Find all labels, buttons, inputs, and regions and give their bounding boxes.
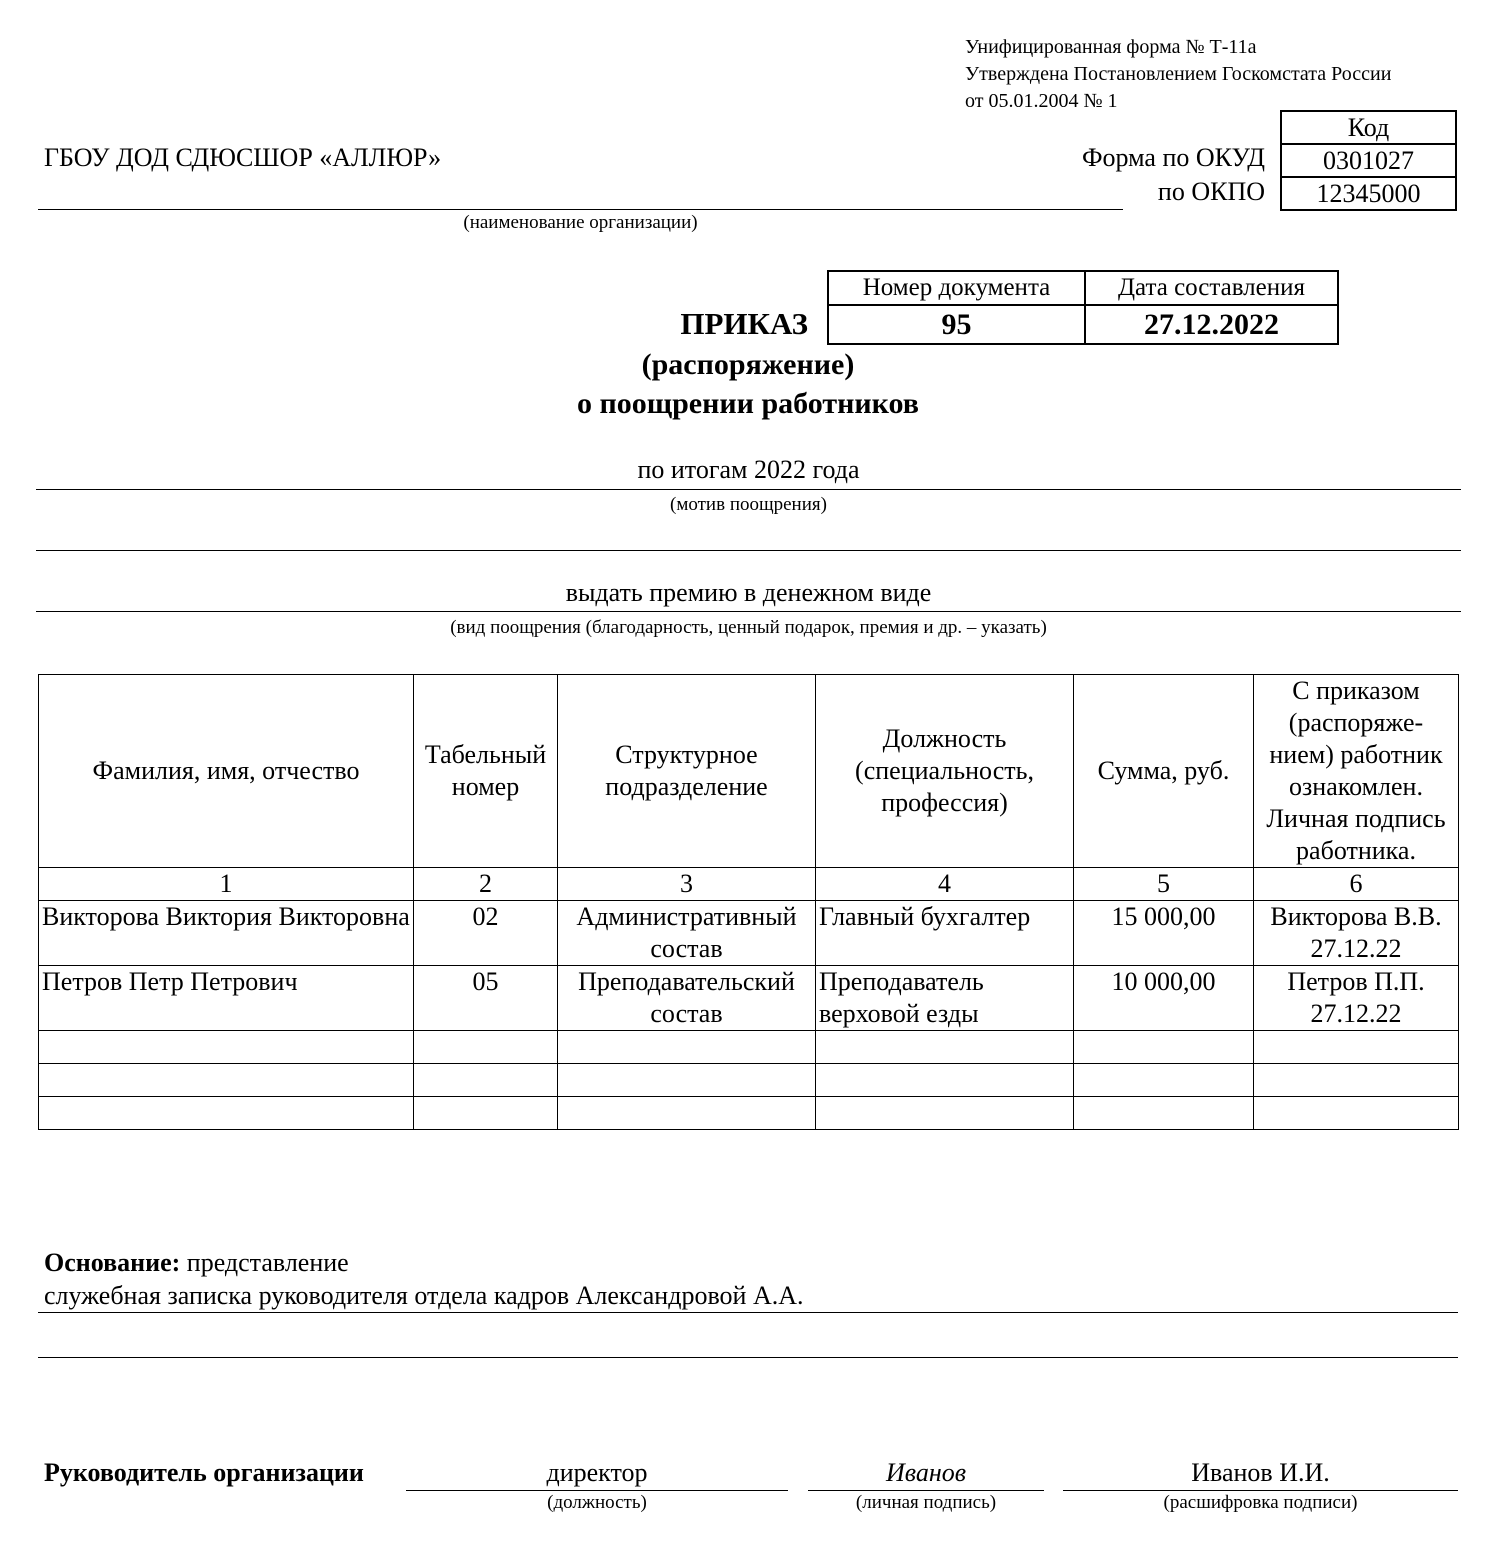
table-row-empty: [39, 1064, 1459, 1097]
motive-underline-2: [36, 550, 1461, 551]
cell-department: Преподавательский состав: [558, 966, 816, 1031]
okud-label: Форма по ОКУД: [1082, 143, 1265, 172]
column-number: 6: [1254, 868, 1459, 901]
document-number-box: [827, 270, 1339, 345]
signature-position-caption: (должность): [547, 1492, 647, 1513]
header-sum: Сумма, руб.: [1074, 675, 1254, 868]
column-number: 4: [816, 868, 1074, 901]
form-header-line2: Утверждена Постановлением Госкомстата России: [965, 63, 1392, 85]
header-tab-number: Табельный номер: [414, 675, 558, 868]
basis-line1: представление: [186, 1248, 349, 1277]
cell-signature-date: 27.12.22: [1310, 999, 1402, 1028]
document-subtitle-2: о поощрении работников: [576, 387, 919, 420]
column-number: 2: [414, 868, 558, 901]
motive-underline: [36, 489, 1461, 490]
okpo-label: по ОКПО: [1157, 177, 1265, 206]
column-number: 3: [558, 868, 816, 901]
signature-sign-caption: (личная подпись): [855, 1492, 997, 1513]
form-header-line1: Унифицированная форма № Т-11а: [965, 36, 1257, 58]
cell-signature-date: 27.12.22: [1310, 934, 1402, 963]
table-row: [39, 901, 1459, 966]
cell-position: Главный бухгалтер: [816, 901, 1074, 966]
basis-line2: служебная записка руководителя отдела кадров Александровой А.А.: [44, 1281, 804, 1310]
cell-signature-name: Викторова В.В.: [1270, 902, 1442, 931]
basis-underline-2: [38, 1357, 1458, 1358]
form-header: [965, 34, 1391, 115]
document-date: 27.12.2022: [1085, 305, 1338, 344]
reward-value: выдать премию в денежном виде: [565, 578, 932, 607]
document-number-label: Номер документа: [828, 271, 1085, 305]
cell-department: Административный состав: [558, 901, 816, 966]
basis-label: Основание:: [44, 1248, 181, 1277]
employees-table: [38, 674, 1459, 1130]
header-signature: С приказом (распоряже-нием) работник ознакомлен. Личная подпись работника.: [1254, 675, 1459, 868]
reward-caption: (вид поощрения (благодарность, ценный подарок, премия и др. – указать): [450, 617, 1047, 638]
document-number: 95: [828, 305, 1085, 344]
cell-sum: 10 000,00: [1074, 966, 1254, 1031]
signature-sign: Иванов: [885, 1458, 967, 1487]
table-numbers-row: [39, 868, 1459, 901]
table-row-empty: [39, 1097, 1459, 1130]
code-box: [1280, 110, 1457, 211]
document-title: ПРИКАЗ: [680, 306, 808, 341]
header-fio: Фамилия, имя, отчество: [39, 675, 414, 868]
document-subtitle-1: (распоряжение): [641, 348, 855, 381]
signature-sign-underline: [808, 1490, 1044, 1491]
cell-tab-number: 02: [414, 901, 558, 966]
okpo-value: 12345000: [1281, 177, 1456, 210]
signature-position-underline: [406, 1490, 788, 1491]
column-number: 5: [1074, 868, 1254, 901]
cell-signature-name: Петров П.П.: [1287, 967, 1425, 996]
signature-position: директор: [546, 1458, 648, 1487]
column-number: 1: [39, 868, 414, 901]
organization-underline: [38, 209, 1123, 210]
motive-value: по итогам 2022 года: [637, 455, 860, 484]
okud-value: 0301027: [1281, 144, 1456, 177]
motive-caption: (мотив поощрения): [670, 494, 827, 515]
cell-position: Преподаватель верховой езды: [816, 966, 1074, 1031]
cell-tab-number: 05: [414, 966, 558, 1031]
basis-underline: [38, 1312, 1458, 1313]
table-header-row: [39, 675, 1459, 868]
signature-label: Руководитель организации: [44, 1458, 364, 1487]
table-row: [39, 966, 1459, 1031]
cell-signature: [1254, 966, 1459, 1031]
code-label: Код: [1281, 111, 1456, 144]
reward-underline: [36, 611, 1461, 612]
basis-block: [44, 1248, 349, 1278]
cell-sum: 15 000,00: [1074, 901, 1254, 966]
signature-decode-caption: (расшифровка подписи): [1163, 1492, 1358, 1513]
cell-signature: [1254, 901, 1459, 966]
form-header-line3: от 05.01.2004 № 1: [965, 90, 1118, 112]
signature-decode: Иванов И.И.: [1191, 1458, 1330, 1487]
organization-name: ГБОУ ДОД СДЮСШОР «АЛЛЮР»: [44, 143, 442, 172]
cell-fio: Петров Петр Петрович: [39, 966, 414, 1031]
signature-decode-underline: [1063, 1490, 1458, 1491]
cell-fio: Викторова Виктория Викторовна: [39, 901, 414, 966]
organization-caption: (наименование организации): [463, 212, 698, 233]
header-department: Структурное подразделение: [558, 675, 816, 868]
document-date-label: Дата составления: [1085, 271, 1338, 305]
header-position: Должность (специальность, профессия): [816, 675, 1074, 868]
table-row-empty: [39, 1031, 1459, 1064]
